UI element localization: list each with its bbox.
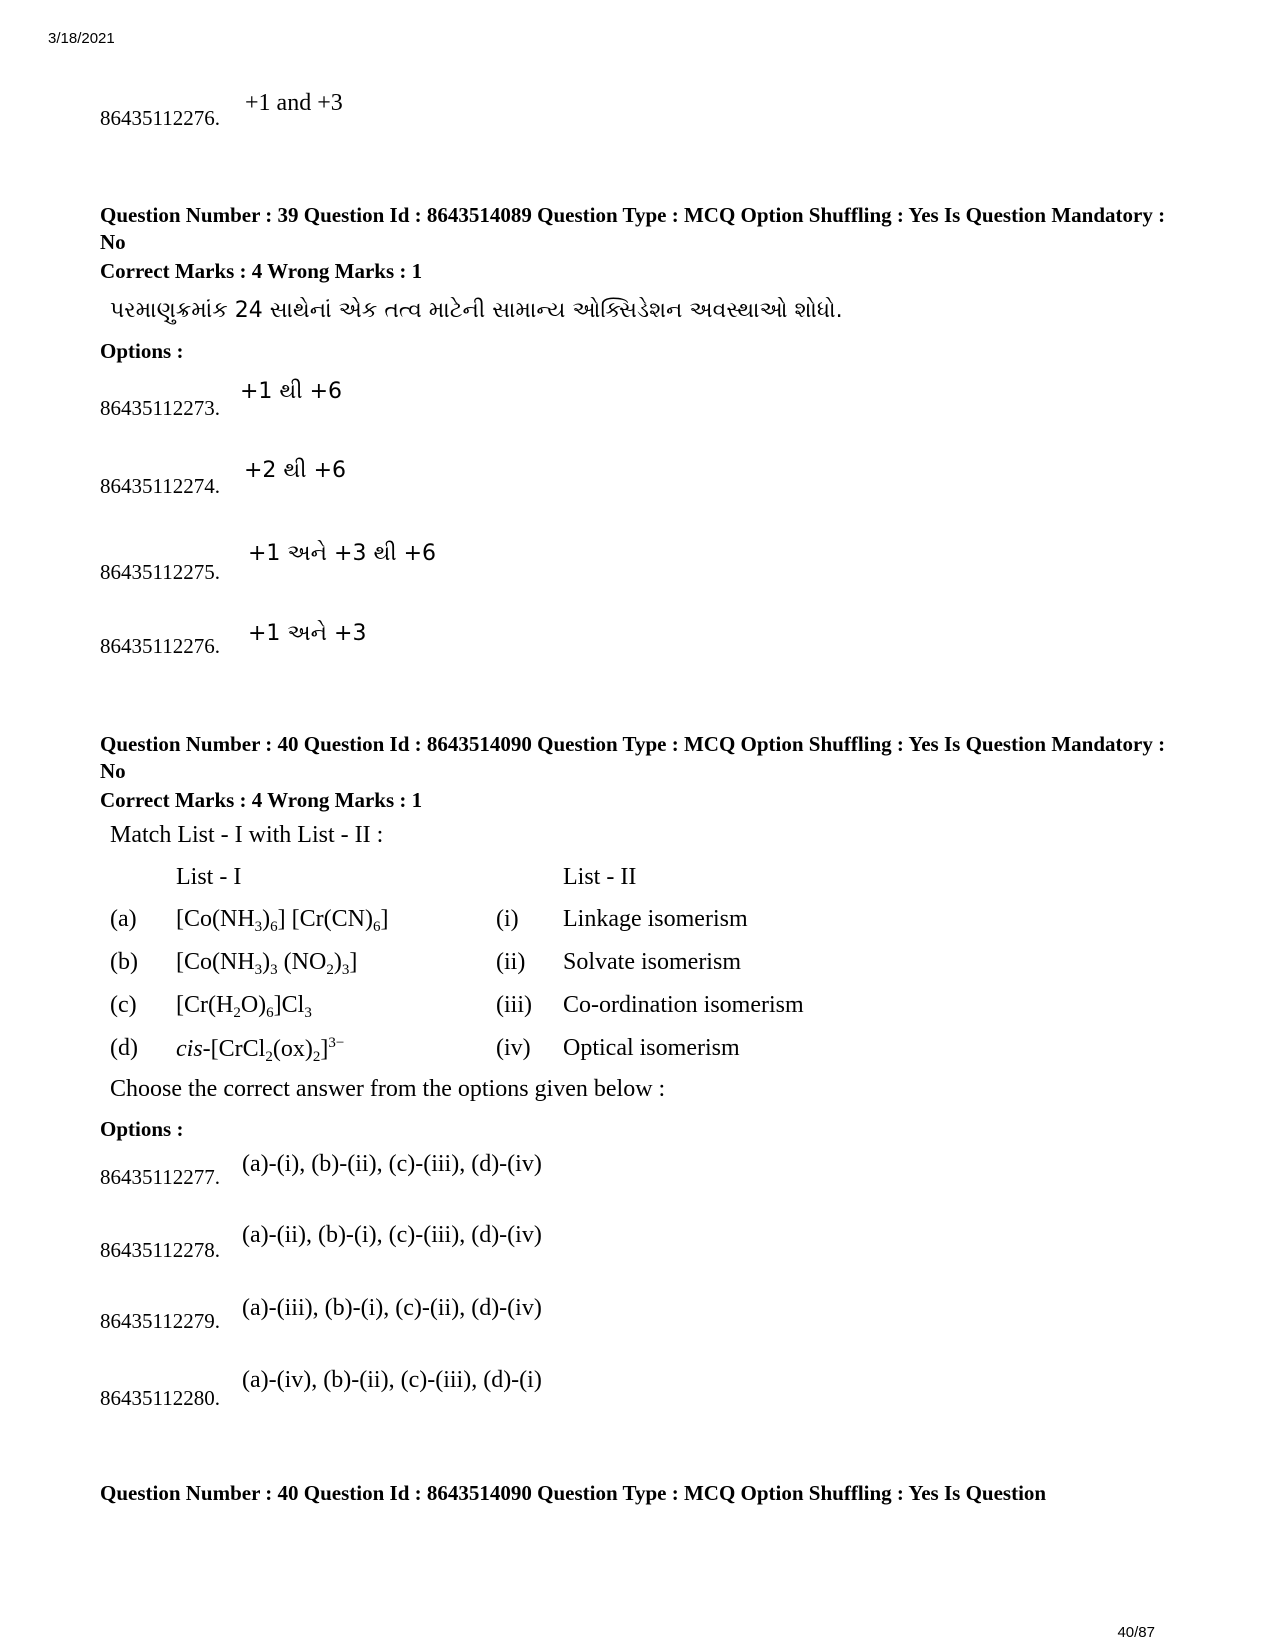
q40-option-id: 86435112278. — [100, 1238, 220, 1262]
row-roman: (iv) — [496, 1035, 531, 1061]
row-roman: (iii) — [496, 992, 532, 1018]
list-2-item: Optical isomerism — [563, 1035, 740, 1061]
list-2-item: Linkage isomerism — [563, 906, 748, 932]
formula-a: $[Co(NH_3)_6]$ $[Cr(CN)_6]$ — [176, 906, 389, 935]
list-2-item: Solvate isomerism — [563, 949, 741, 975]
row-label: (b) — [110, 949, 138, 975]
list-1-header: List - I — [176, 864, 242, 890]
list-2-item: Co-ordination isomerism — [563, 992, 804, 1018]
row-label: (d) — [110, 1035, 138, 1061]
q40-option-text: (a)-(iv), (b)-(ii), (c)-(iii), (d)-(i) — [242, 1367, 542, 1393]
q39-option-text: +1 અને +3 થી +6 — [248, 541, 437, 566]
print-date: 3/18/2021 — [48, 30, 115, 47]
q39-option-id: 86435112273. — [100, 396, 220, 420]
q40-option-id: 86435112279. — [100, 1309, 220, 1333]
q40-instruction: Match List - I with List - II : — [110, 822, 384, 848]
q39-option-id: 86435112275. — [100, 560, 220, 584]
q39-option-text: +1 થી +6 — [240, 379, 343, 404]
q39-option-id: 86435112276. — [100, 634, 220, 658]
q39-option-id: 86435112274. — [100, 474, 220, 498]
page-number: 40/87 — [1117, 1624, 1155, 1641]
next-question-heading: Question Number : 40 Question Id : 8643514090 Question Type : MCQ Option Shuffling : Yes Is Question — [100, 1481, 1047, 1505]
q40-marks: Correct Marks : 4 Wrong Marks : 1 — [100, 788, 423, 812]
q40-options-label: Options : — [100, 1117, 184, 1141]
formula-d: cis-$[CrCl_2(ox)_2]^{3-}$ — [176, 1035, 345, 1065]
q39-heading: Question Number : 39 Question Id : 8643514089 Question Type : MCQ Option Shuffling : Yes Is Question Mandatory : No — [100, 203, 1166, 254]
q40-option-id: 86435112280. — [100, 1386, 220, 1410]
q39-options-label: Options : — [100, 339, 184, 363]
q39-option-text: +2 થી +6 — [244, 458, 347, 483]
q40-option-text: (a)-(iii), (b)-(i), (c)-(ii), (d)-(iv) — [242, 1295, 542, 1321]
list-2-header: List - II — [563, 864, 637, 890]
q40-heading: Question Number : 40 Question Id : 8643514090 Question Type : MCQ Option Shuffling : Yes Is Question Mandatory : No — [100, 732, 1166, 783]
prev-option-text: +1 and +3 — [245, 90, 343, 116]
q40-choose-instruction: Choose the correct answer from the options given below : — [110, 1076, 666, 1102]
q40-option-id: 86435112277. — [100, 1165, 220, 1189]
q40-option-text: (a)-(ii), (b)-(i), (c)-(iii), (d)-(iv) — [242, 1222, 542, 1248]
row-label: (a) — [110, 906, 137, 932]
q39-option-text: +1 અને +3 — [248, 621, 367, 646]
q40-option-text: (a)-(i), (b)-(ii), (c)-(iii), (d)-(iv) — [242, 1151, 542, 1177]
prev-option-id: 86435112276. — [100, 106, 220, 130]
row-label: (c) — [110, 992, 137, 1018]
row-roman: (i) — [496, 906, 519, 932]
q39-question-text: પરમાણુક્રમાંક 24 સાથેનાં એક તત્વ માટેની સામાન્ય ઓક્સિડેશન અવસ્થાઓ શોધો. — [110, 298, 843, 323]
row-roman: (ii) — [496, 949, 526, 975]
formula-b: [$Co(NH_3)_3$ $(NO_2)_3$] — [176, 949, 358, 978]
formula-c: $[Cr(H_2O)_6]Cl_3$ — [176, 992, 312, 1021]
q39-marks: Correct Marks : 4 Wrong Marks : 1 — [100, 259, 423, 283]
